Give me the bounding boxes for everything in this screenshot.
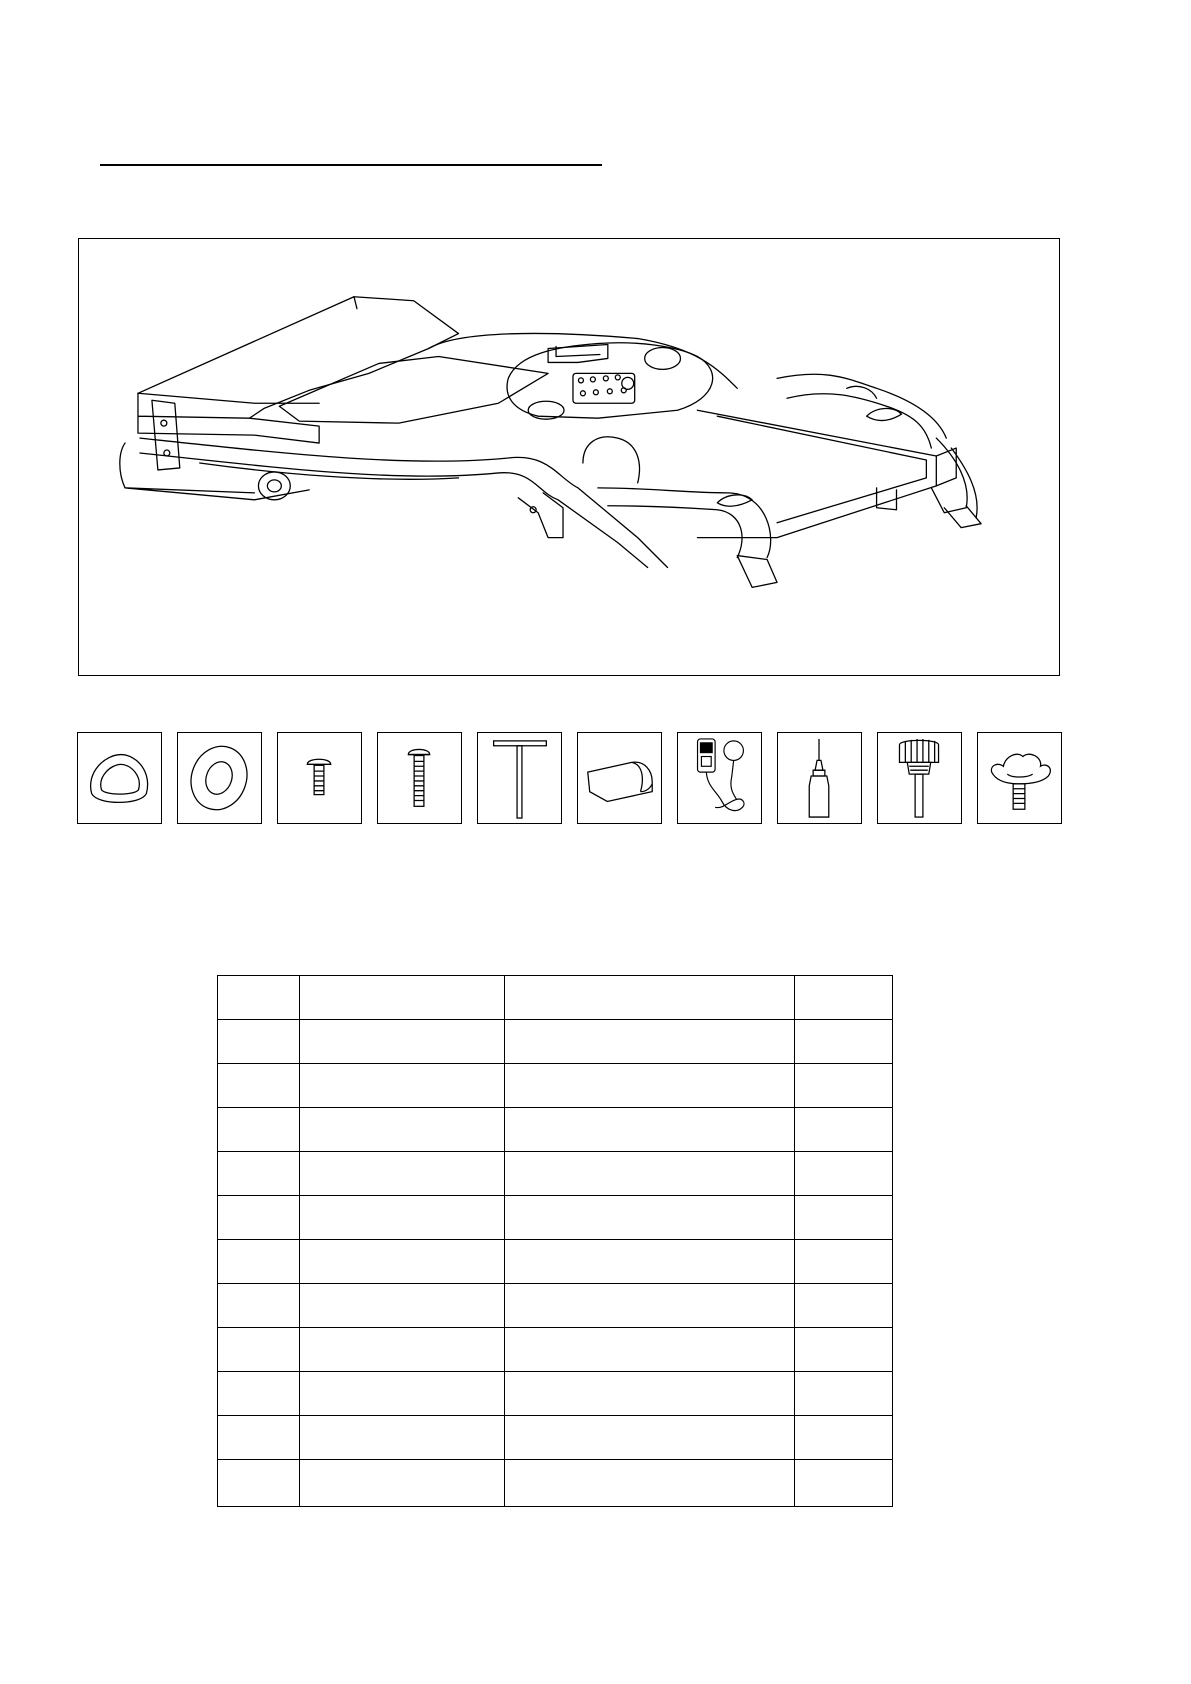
table-cell — [795, 1020, 893, 1064]
table-row — [218, 1020, 893, 1064]
header-cell-name — [300, 976, 505, 1020]
table-cell — [218, 1416, 300, 1460]
header-cell-no — [218, 976, 300, 1020]
part-box — [377, 732, 462, 824]
table-row — [218, 1328, 893, 1372]
table-cell — [795, 1108, 893, 1152]
long-bolt-icon — [378, 733, 461, 823]
table-cell — [795, 1460, 893, 1507]
table-row — [218, 1460, 893, 1507]
table-cell — [795, 1196, 893, 1240]
t-allen-wrench-icon — [478, 733, 561, 823]
treadmill-figure-frame — [78, 238, 1060, 676]
header-cell-spec — [505, 976, 795, 1020]
part-box — [577, 732, 662, 824]
table-cell — [218, 1460, 300, 1507]
part-box — [777, 732, 862, 824]
table-cell — [300, 1196, 505, 1240]
table-row — [218, 1240, 893, 1284]
table-row — [218, 1108, 893, 1152]
table-cell — [218, 1240, 300, 1284]
table-cell — [300, 1328, 505, 1372]
knob-long-screw-icon — [878, 733, 961, 823]
table-cell — [300, 1064, 505, 1108]
table-cell — [218, 1328, 300, 1372]
part-box — [177, 732, 262, 824]
table-cell — [300, 1416, 505, 1460]
table-cell — [300, 1152, 505, 1196]
lubricant-bottle-icon — [778, 733, 861, 823]
heading-underline — [100, 164, 602, 166]
table-header-row — [218, 976, 893, 1020]
table-row — [218, 1196, 893, 1240]
part-box — [277, 732, 362, 824]
table-cell — [795, 1284, 893, 1328]
table-row — [218, 1152, 893, 1196]
header-cell-qty — [795, 976, 893, 1020]
star-knob-screw-icon — [978, 733, 1061, 823]
round-washer-icon — [178, 733, 261, 823]
table-cell — [505, 1328, 795, 1372]
table-cell — [218, 1108, 300, 1152]
table-cell — [505, 1196, 795, 1240]
table-cell — [795, 1416, 893, 1460]
table-cell — [218, 1284, 300, 1328]
part-box — [677, 732, 762, 824]
parts-icon-row — [77, 732, 1062, 824]
table-cell — [300, 1108, 505, 1152]
table-cell — [505, 1284, 795, 1328]
table-cell — [300, 1020, 505, 1064]
part-box — [877, 732, 962, 824]
table-cell — [218, 1372, 300, 1416]
table-cell — [505, 1064, 795, 1108]
table-cell — [505, 1460, 795, 1507]
table-row — [218, 1416, 893, 1460]
table-cell — [795, 1328, 893, 1372]
table-cell — [218, 1064, 300, 1108]
table-cell — [218, 1020, 300, 1064]
table-cell — [505, 1108, 795, 1152]
table-cell — [300, 1240, 505, 1284]
table-cell — [300, 1460, 505, 1507]
table-row — [218, 1064, 893, 1108]
table-row — [218, 1372, 893, 1416]
oval-end-cap-icon — [78, 733, 161, 823]
table-cell — [300, 1284, 505, 1328]
short-bolt-icon — [278, 733, 361, 823]
part-box — [77, 732, 162, 824]
table-row — [218, 1284, 893, 1328]
foam-pad-icon — [578, 733, 661, 823]
table-cell — [218, 1152, 300, 1196]
table-cell — [795, 1064, 893, 1108]
part-box — [477, 732, 562, 824]
part-box — [977, 732, 1062, 824]
folded-treadmill-illustration — [79, 239, 1059, 675]
table-cell — [795, 1372, 893, 1416]
safety-key-cord-icon — [678, 733, 761, 823]
table-cell — [505, 1372, 795, 1416]
parts-list-table — [217, 975, 893, 1507]
table-cell — [795, 1152, 893, 1196]
table-cell — [505, 1152, 795, 1196]
table-cell — [505, 1020, 795, 1064]
table-cell — [795, 1240, 893, 1284]
table-cell — [218, 1196, 300, 1240]
table-cell — [505, 1416, 795, 1460]
table-cell — [300, 1372, 505, 1416]
table-cell — [505, 1240, 795, 1284]
